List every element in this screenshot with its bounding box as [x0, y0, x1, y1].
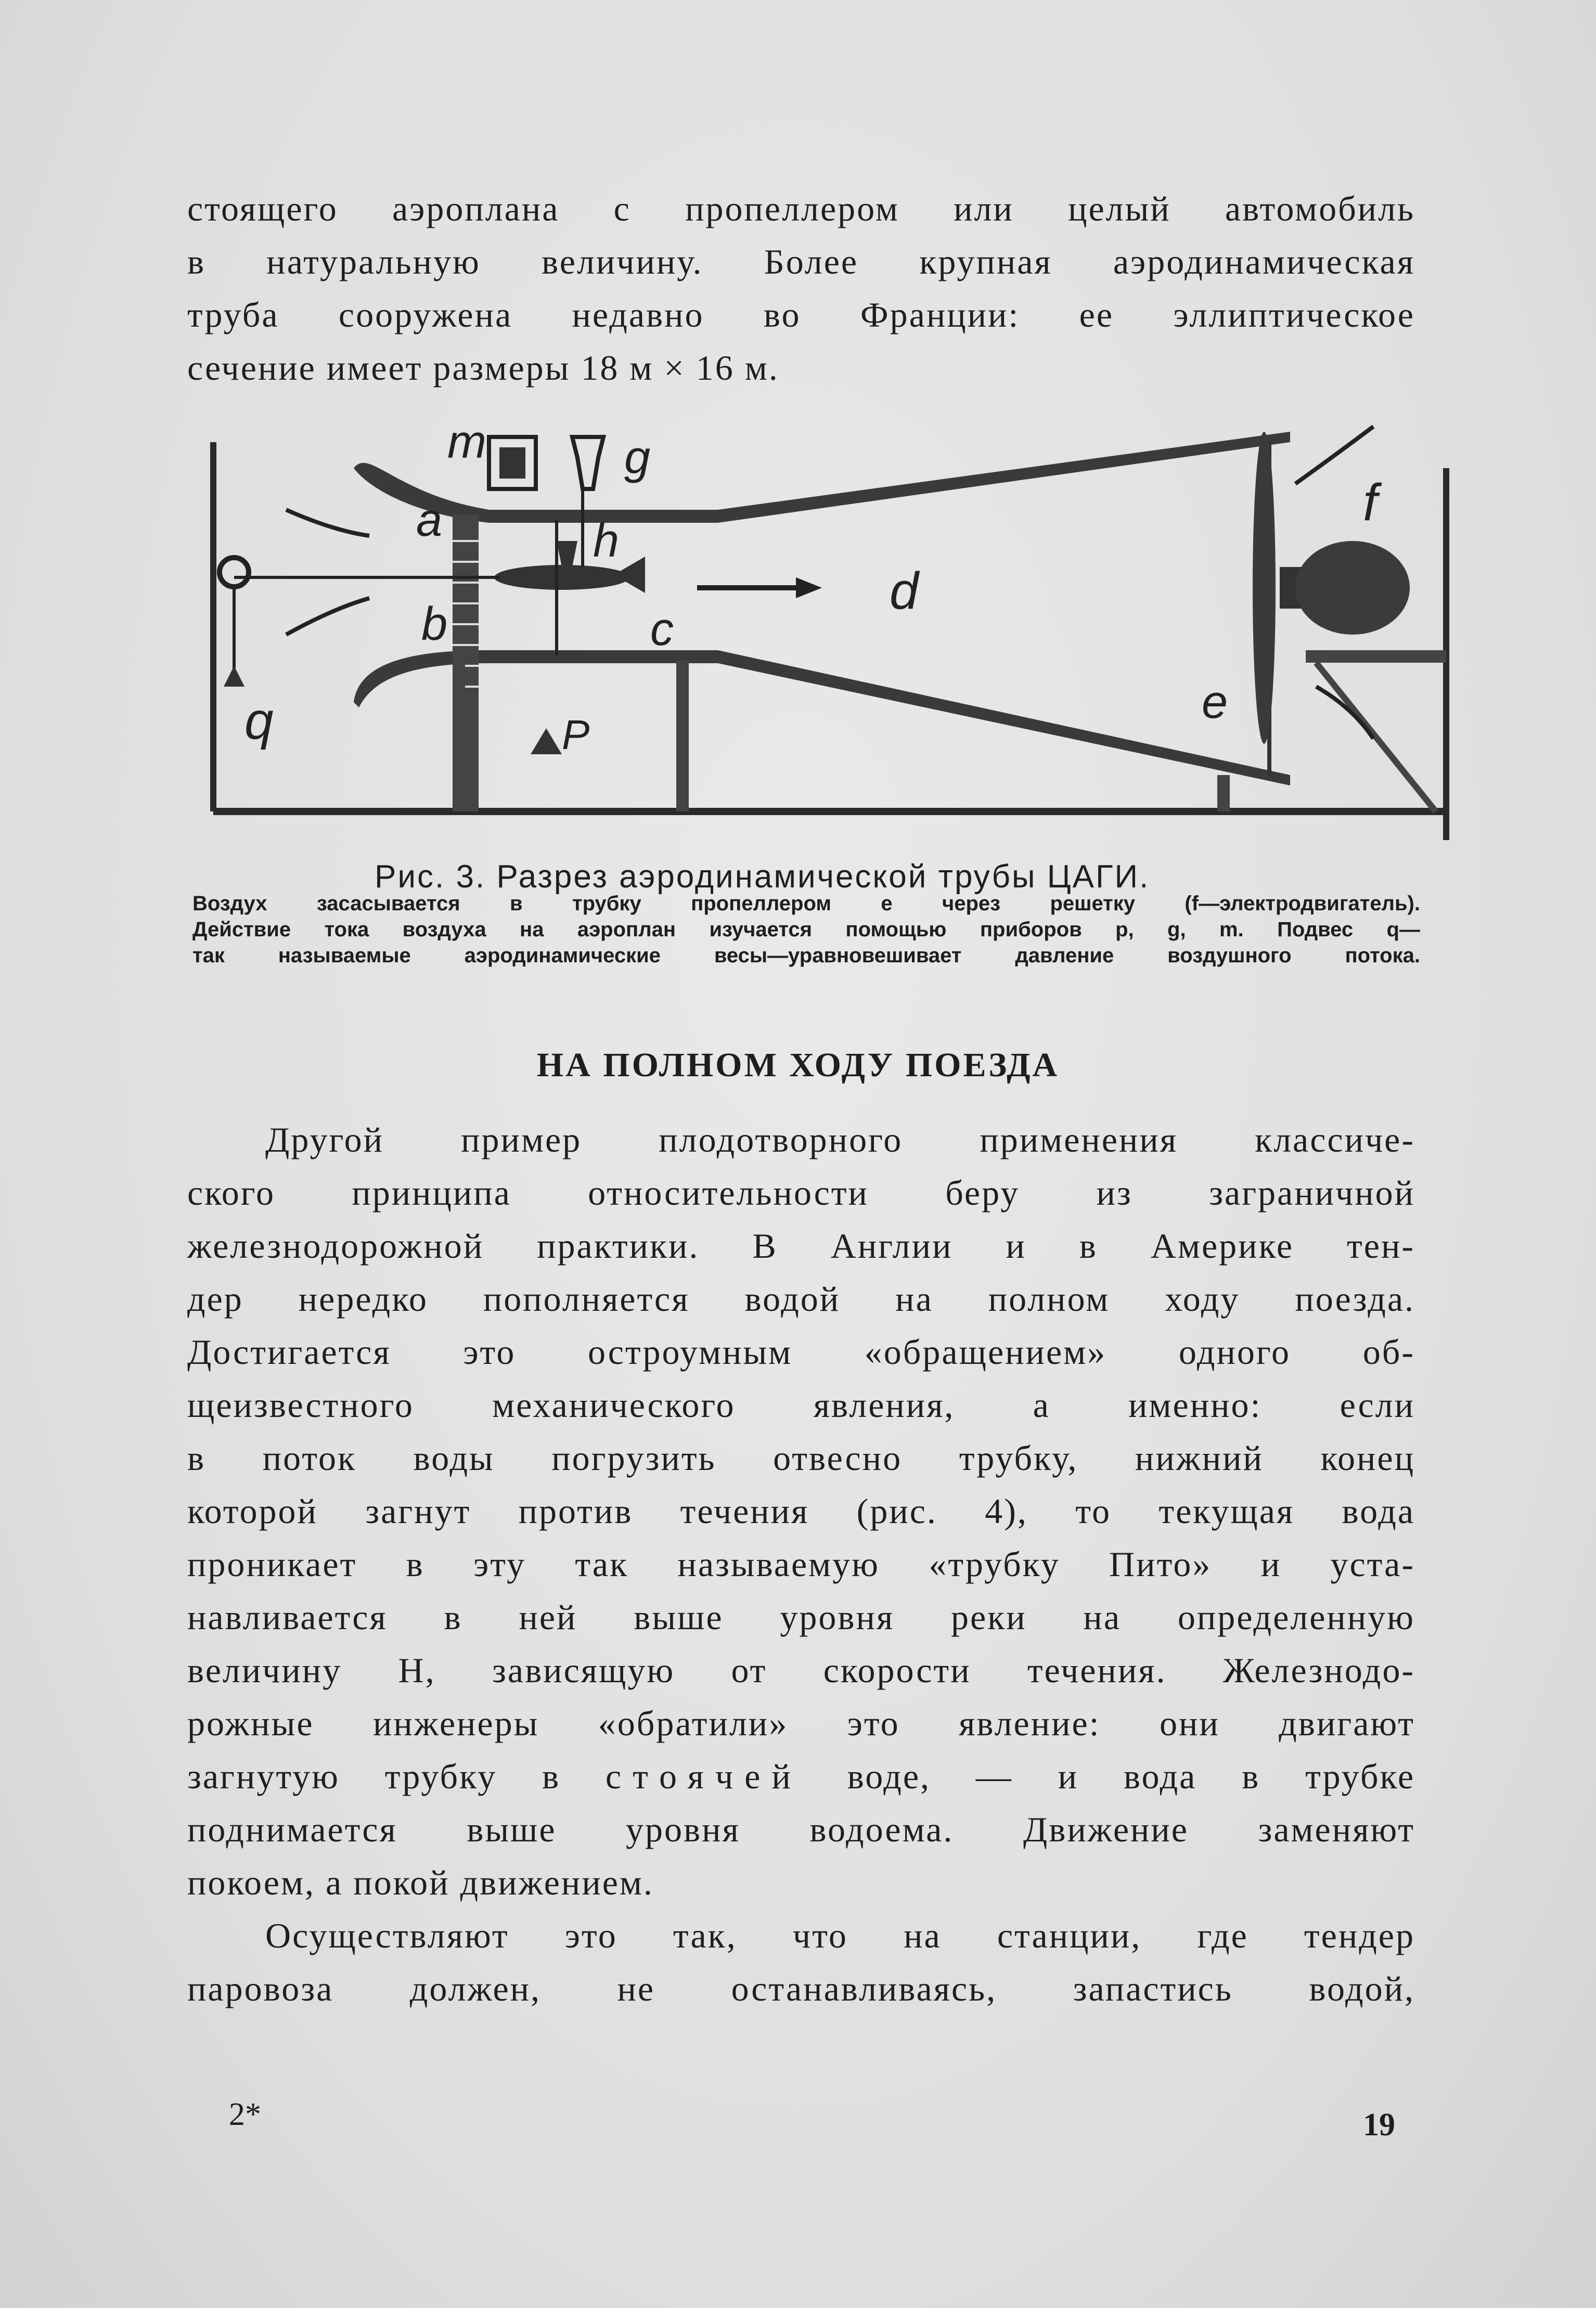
- emphasis-spaced: стоячей: [605, 1757, 802, 1796]
- figure-caption: [192, 891, 1420, 969]
- wind-tunnel-diagram: [198, 416, 1457, 863]
- weight-q: [224, 666, 244, 687]
- motor-platform: [1306, 650, 1446, 663]
- instrument-m-core: [499, 447, 525, 479]
- text-line: поднимается выше уровня водоема. Движение заменяют: [187, 1810, 1415, 1849]
- label-b: b: [421, 598, 448, 650]
- inlet-arrow: [286, 598, 369, 635]
- paragraph: [187, 1113, 1415, 1909]
- outlet-arrow: [1295, 427, 1373, 484]
- text-line: паровоза должен, не останавливаясь, запастись водой,: [187, 1969, 1415, 2008]
- text-line: дер нередко пополняется водой на полном ходу поезда.: [187, 1279, 1415, 1319]
- caption-line: Воздух засасывается в трубку пропеллером e через решетку (f—электродвигатель).: [192, 892, 1420, 915]
- tunnel-lower-wall: [354, 650, 1290, 785]
- page-number: 19: [1363, 2107, 1395, 2143]
- label-g: g: [624, 432, 651, 484]
- label-e: e: [1202, 676, 1228, 728]
- paragraph: [187, 1909, 1415, 2015]
- electric-motor-f: [1295, 541, 1410, 635]
- text-line: сечение имеет размеры 18 м × 16 м.: [187, 348, 779, 388]
- caption-line: так называемые аэродинамические весы—уравновешивает давление воздушного потока.: [192, 944, 1420, 967]
- flow-arrowhead: [796, 577, 822, 598]
- label-q: q: [244, 692, 274, 750]
- text-fragment: воде, — и вода в трубке: [847, 1757, 1415, 1796]
- instrument-g: [572, 437, 603, 489]
- intro-paragraph: [187, 182, 1415, 394]
- text-fragment: загнутую трубку в: [187, 1757, 561, 1796]
- weight-p: [531, 728, 562, 754]
- inlet-arrow: [286, 510, 369, 536]
- label-d: d: [890, 562, 919, 620]
- text-line: ского принципа относительности беру из заграничной: [187, 1173, 1415, 1213]
- text-line: в поток воды погрузить отвесно трубку, нижний конец: [187, 1438, 1415, 1478]
- text-line: величину H, зависящую от скорости течения. Железнодо-: [187, 1651, 1415, 1690]
- text-line: железнодорожной практики. В Англии и в Америке тен-: [187, 1226, 1415, 1266]
- label-m: m: [447, 416, 486, 468]
- signature-mark: 2*: [229, 2097, 261, 2132]
- text-line: Достигается это остроумным «обращением» одного об-: [187, 1332, 1415, 1372]
- text-line: которой загнут против течения (рис. 4), то текущая вода: [187, 1491, 1415, 1531]
- text-line: рожные инженеры «обратили» это явление: они двигают: [187, 1704, 1415, 1743]
- label-c: c: [650, 603, 674, 655]
- tunnel-upper-wall: [354, 432, 1290, 523]
- figure-caption-title: Рис. 3. Разрез аэродинамической трубы ЦАГИ.: [375, 859, 1150, 895]
- section-heading: НА ПОЛНОМ ХОДУ ПОЕЗДА: [536, 1046, 1060, 1084]
- text-line: в натуральную величину. Более крупная аэродинамическая: [187, 242, 1415, 281]
- label-f: f: [1363, 473, 1378, 532]
- text-line: стоящего аэроплана с пропеллером или целый автомобиль: [187, 189, 1415, 228]
- text-line: щеизвестного механического явления, а именно: если: [187, 1385, 1415, 1425]
- label-a: a: [416, 494, 443, 546]
- text-line: проникает в эту так называемую «трубку Пито» и уста-: [187, 1544, 1415, 1584]
- text-line: навливается в ней выше уровня реки на определенную: [187, 1597, 1415, 1637]
- text-line: труба сооружена недавно во Франции: ее эллиптическое: [187, 295, 1415, 334]
- propeller-e: [1253, 432, 1276, 744]
- platform-strut: [1316, 663, 1436, 811]
- label-p: P: [562, 712, 590, 758]
- text-line: Другой пример плодотворного применения классиче-: [265, 1120, 1415, 1159]
- caption-line: Действие тока воздуха на аэроплан изучается помощью приборов p, g, m. Подвес q—: [192, 918, 1420, 941]
- label-h: h: [593, 515, 620, 567]
- pulley: [220, 558, 249, 587]
- text-line: покоем, а покой движением.: [187, 1863, 654, 1902]
- body-text: [187, 1113, 1415, 2015]
- text-line: [187, 1750, 1415, 1803]
- text-line: Осуществляют это так, что на станции, где тендер: [265, 1916, 1415, 1955]
